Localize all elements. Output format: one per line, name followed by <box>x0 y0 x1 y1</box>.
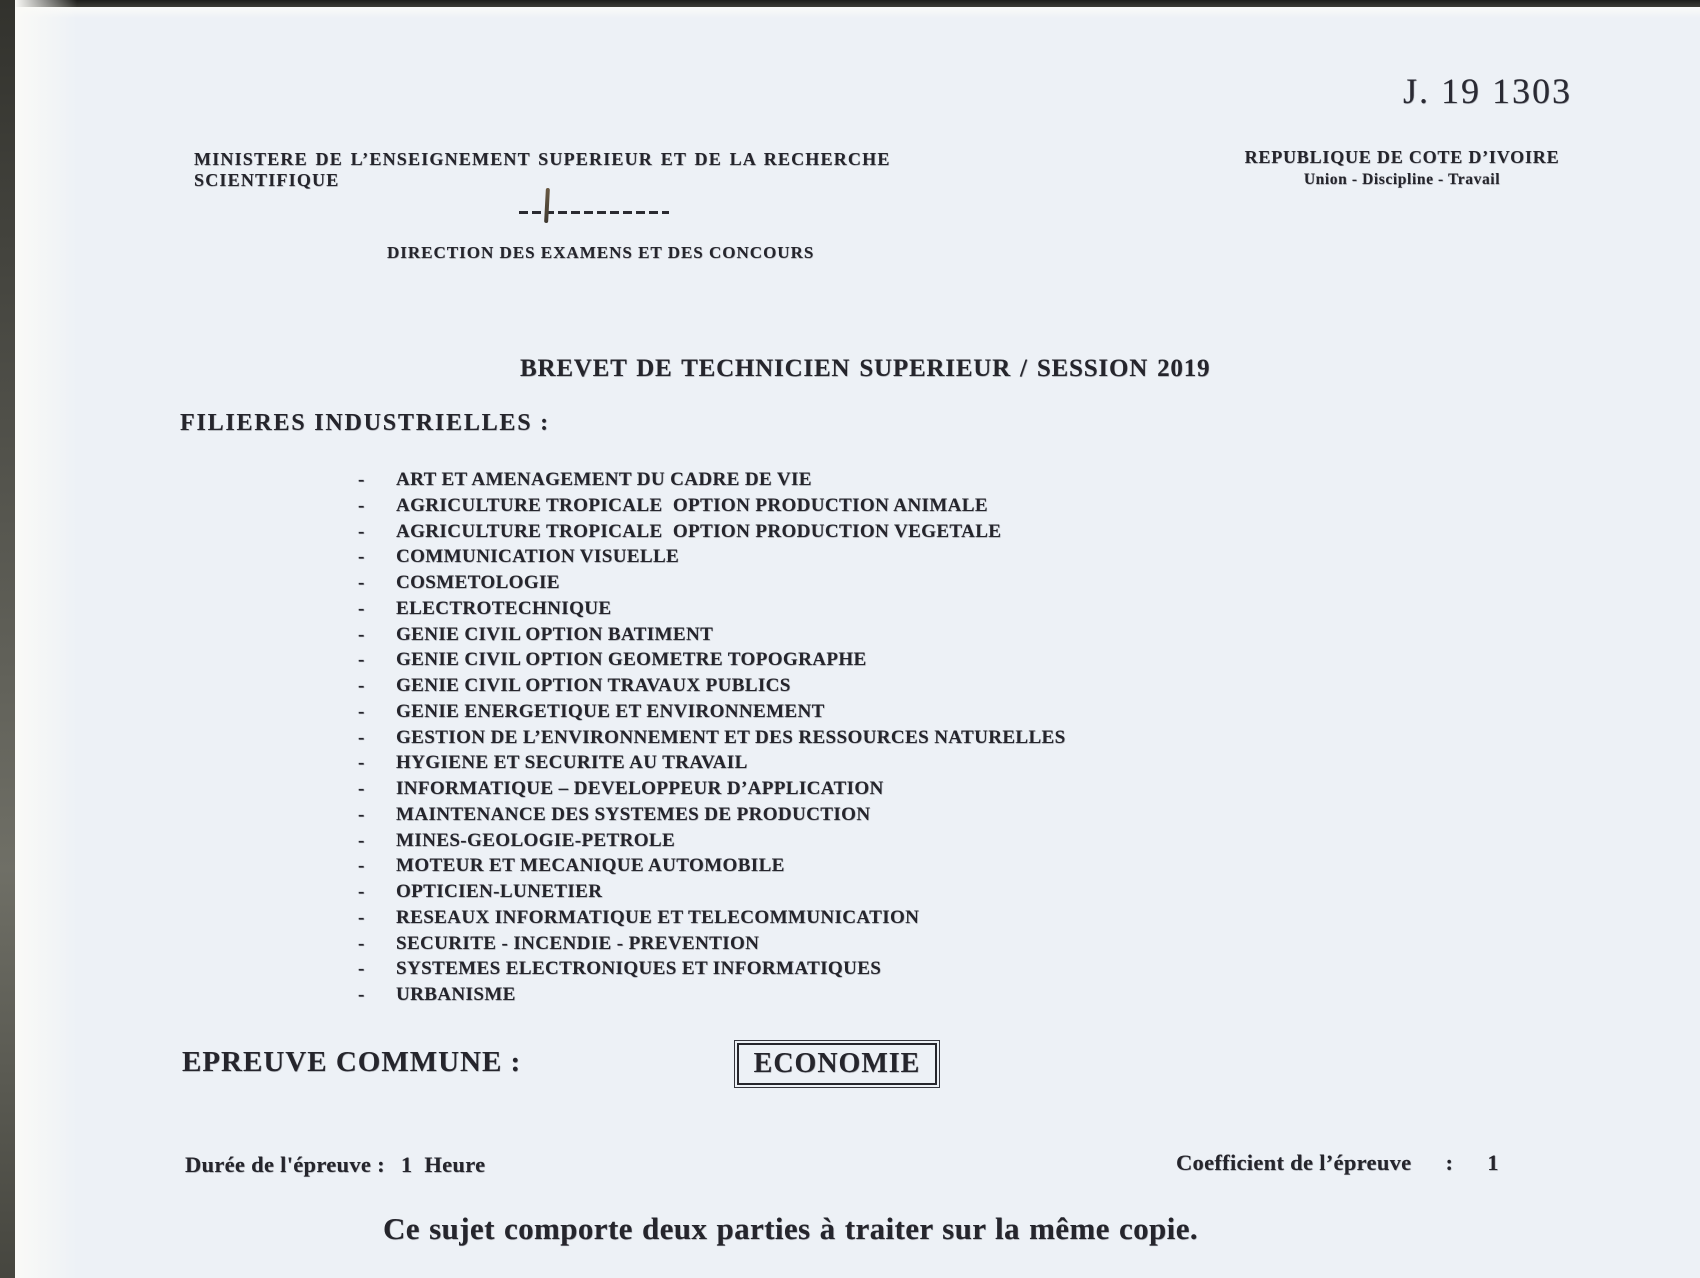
scan-edge-top-highlight <box>0 7 1700 18</box>
filiere-item <box>358 519 1066 545</box>
duration-label: Durée de l'épreuve : <box>185 1152 385 1177</box>
filiere-item <box>358 750 1066 776</box>
epreuve-commune-label: EPREUVE COMMUNE : <box>182 1046 522 1078</box>
subject-name: ECONOMIE <box>753 1048 921 1079</box>
dashed-separator <box>519 211 669 214</box>
duration-row <box>185 1152 485 1178</box>
filiere-label: ART ET AMENAGEMENT DU CADRE DE VIE <box>396 469 812 490</box>
filiere-item <box>358 905 1066 931</box>
document-title: BREVET DE TECHNICIEN SUPERIEUR / SESSION 2019 <box>520 355 1211 382</box>
filiere-label: GESTION DE L’ENVIRONNEMENT ET DES RESSOURCES NATURELLES <box>396 726 1066 748</box>
filiere-label: GENIE ENERGETIQUE ET ENVIRONNEMENT <box>396 700 825 722</box>
filiere-label: SECURITE - INCENDIE - PREVENTION <box>396 932 760 954</box>
filiere-item <box>358 776 1066 802</box>
list-dash: - <box>358 572 365 593</box>
list-dash: - <box>358 623 365 645</box>
filiere-label: RESEAUX INFORMATIQUE ET TELECOMMUNICATION <box>396 906 920 928</box>
list-dash: - <box>358 881 365 902</box>
filiere-item <box>358 673 1066 699</box>
list-dash: - <box>358 469 365 490</box>
list-dash: - <box>358 675 365 696</box>
republic-block <box>1232 147 1572 189</box>
ministry-name: MINISTERE DE L’ENSEIGNEMENT SUPERIEUR ET DE LA RECHERCHE SCIENTIFIQUE <box>194 149 891 190</box>
filiere-label: AGRICULTURE TROPICALE OPTION PRODUCTION VEGETALE <box>396 520 1002 542</box>
instruction-note: Ce sujet comporte deux parties à traiter sur la même copie. <box>383 1211 1199 1246</box>
coefficient-colon: : <box>1445 1150 1454 1175</box>
list-dash: - <box>358 752 365 774</box>
list-dash: - <box>358 855 365 877</box>
list-dash: - <box>358 494 365 516</box>
filieres-list <box>358 467 1066 1008</box>
filiere-label: GENIE CIVIL OPTION TRAVAUX PUBLICS <box>396 675 791 696</box>
filieres-heading: FILIERES INDUSTRIELLES : <box>180 410 550 436</box>
filiere-item <box>358 853 1066 879</box>
coefficient-row <box>1176 1150 1499 1176</box>
filiere-item <box>358 493 1066 519</box>
filiere-label: OPTICIEN-LUNETIER <box>396 881 603 902</box>
list-dash: - <box>358 932 365 954</box>
scan-edge-top <box>0 0 1700 7</box>
filiere-item <box>358 931 1066 957</box>
list-dash: - <box>358 906 365 928</box>
filiere-item <box>358 570 1066 596</box>
republic-name: REPUBLIQUE DE COTE D’IVOIRE <box>1244 147 1560 167</box>
list-dash: - <box>358 778 365 799</box>
filiere-label: MOTEUR ET MECANIQUE AUTOMOBILE <box>396 855 785 877</box>
pen-stroke-mark <box>544 188 549 223</box>
filiere-label: COMMUNICATION VISUELLE <box>396 546 680 568</box>
filiere-label: COSMETOLOGIE <box>396 572 560 593</box>
filiere-label: GENIE CIVIL OPTION GEOMETRE TOPOGRAPHE <box>396 649 867 671</box>
filiere-label: GENIE CIVIL OPTION BATIMENT <box>396 623 714 645</box>
scan-edge-left <box>0 0 15 1278</box>
filiere-item <box>358 828 1066 854</box>
coefficient-label: Coefficient de l’épreuve <box>1176 1150 1412 1175</box>
list-dash: - <box>358 984 365 1005</box>
filiere-label: HYGIENE ET SECURITE AU TRAVAIL <box>396 752 748 774</box>
filiere-label: MINES-GEOLOGIE-PETROLE <box>396 829 676 851</box>
filiere-item <box>358 699 1066 725</box>
list-dash: - <box>358 958 365 980</box>
list-dash: - <box>358 520 365 542</box>
list-dash: - <box>358 700 365 722</box>
list-dash: - <box>358 829 365 851</box>
filiere-item <box>358 956 1066 982</box>
subject-box <box>737 1043 937 1085</box>
filiere-item <box>358 982 1066 1008</box>
list-dash: - <box>358 649 365 671</box>
list-dash: - <box>358 726 365 748</box>
filiere-item <box>358 879 1066 905</box>
filiere-label: AGRICULTURE TROPICALE OPTION PRODUCTION ANIMALE <box>396 494 988 516</box>
filiere-item <box>358 725 1066 751</box>
filiere-label: ELECTROTECHNIQUE <box>396 597 612 619</box>
national-motto: Union - Discipline - Travail <box>1303 171 1501 188</box>
coefficient-value: 1 <box>1487 1150 1499 1175</box>
list-dash: - <box>358 597 365 619</box>
filiere-label: SYSTEMES ELECTRONIQUES ET INFORMATIQUES <box>396 958 882 980</box>
filiere-label: MAINTENANCE DES SYSTEMES DE PRODUCTION <box>396 803 871 825</box>
filiere-item <box>358 596 1066 622</box>
filiere-item <box>358 647 1066 673</box>
filiere-item <box>358 544 1066 570</box>
scan-edge-left-highlight <box>15 0 77 1278</box>
direction-name: DIRECTION DES EXAMENS ET DES CONCOURS <box>387 243 815 262</box>
filiere-item <box>358 802 1066 828</box>
filiere-item <box>358 467 1066 493</box>
filiere-label: INFORMATIQUE – DEVELOPPEUR D’APPLICATION <box>396 778 884 799</box>
list-dash: - <box>358 546 365 568</box>
filiere-label: URBANISME <box>396 984 516 1005</box>
list-dash: - <box>358 803 365 825</box>
duration-value: 1 Heure <box>400 1152 486 1177</box>
exam-code: J. 19 1303 <box>1403 71 1573 111</box>
filiere-item <box>358 622 1066 648</box>
